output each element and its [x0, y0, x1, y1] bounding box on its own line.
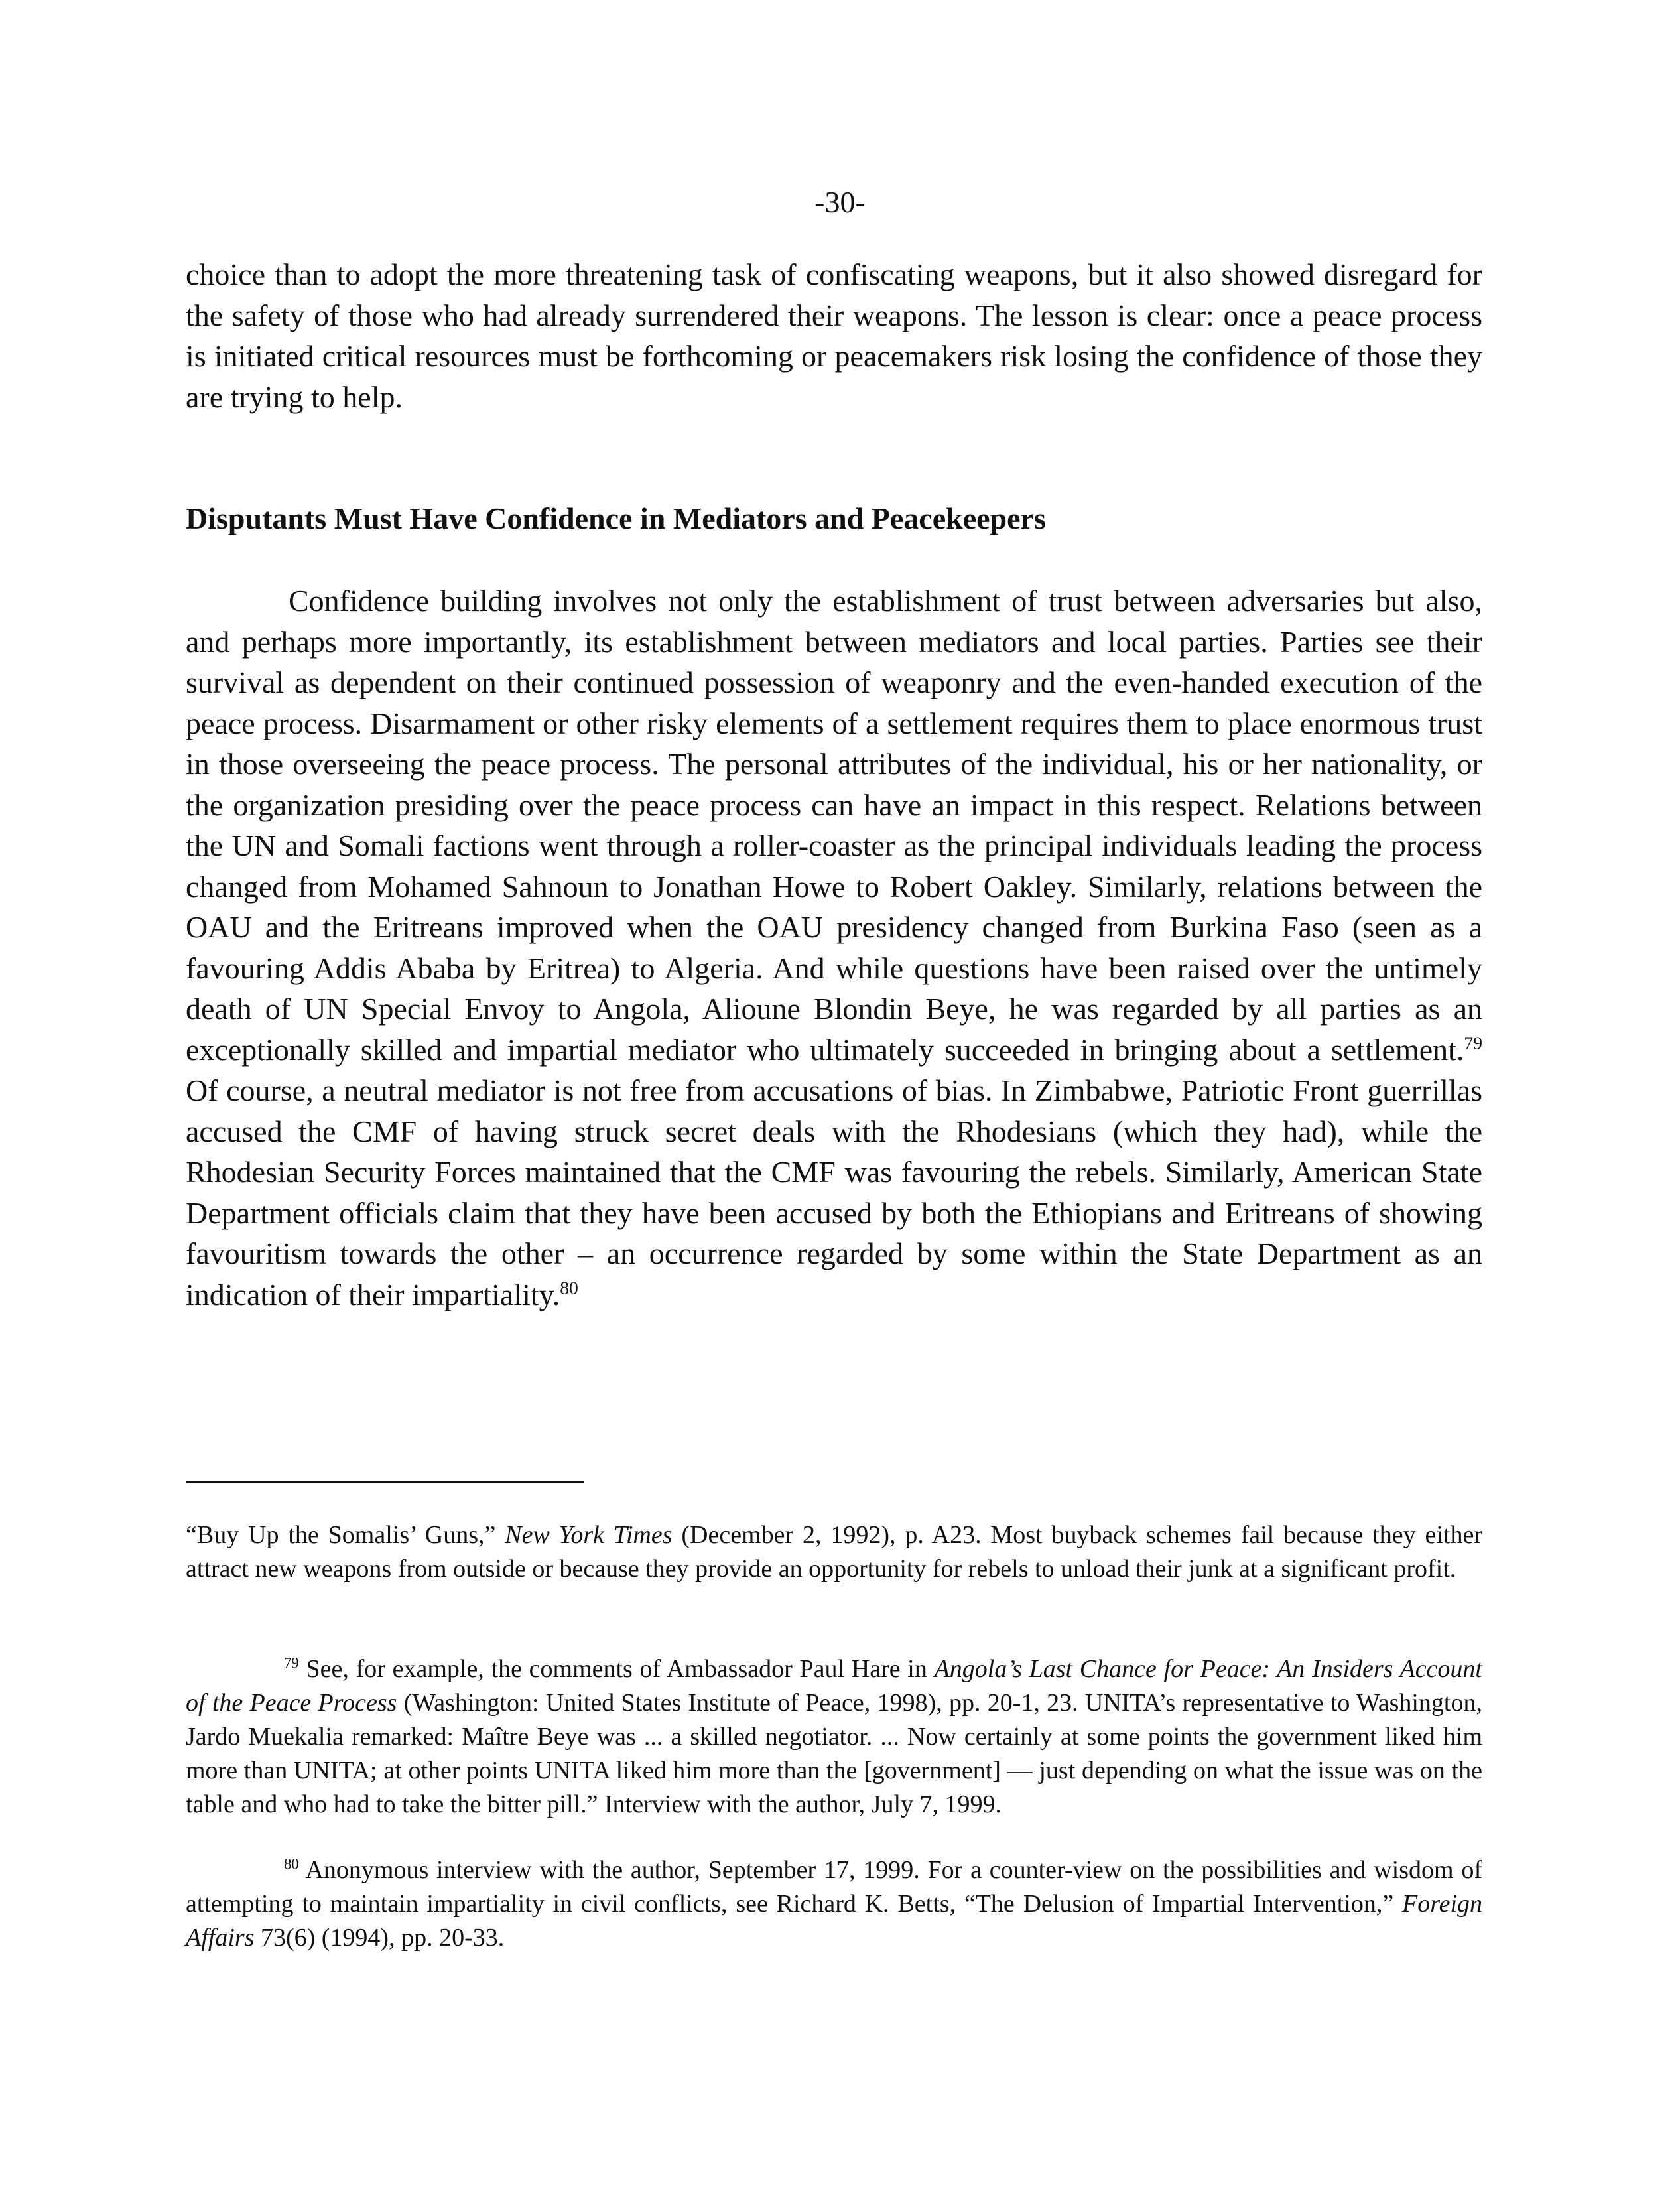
footnote-continued-text-a: “Buy Up the Somalis’ Guns,” — [186, 1521, 505, 1549]
main-paragraph — [186, 580, 1482, 1315]
footnote-79-text-a: See, for example, the comments of Ambassador Paul Hare in — [298, 1655, 935, 1683]
footnote-ref-79: 79 — [1464, 1032, 1482, 1053]
footnote-continued-italic: New York Times — [505, 1521, 673, 1549]
footnote-80-text-b: 73(6) (1994), pp. 20-33. — [254, 1924, 505, 1952]
footnote-79 — [186, 1652, 1482, 1822]
footnote-ref-80: 80 — [560, 1277, 578, 1298]
footnote-continued — [186, 1518, 1482, 1586]
footnote-80-italic: Foreign Affairs — [186, 1890, 1482, 1952]
paragraph-continuation: choice than to adopt the more threatening task of confiscating weapons, but it also showed disregard for the safety of those who had already surrendered their weapons. The lesson is clear: once a peace process is initiated critical resources must be forthcoming or peacemakers risk losing the confidence of those they are trying to help. — [186, 257, 1482, 414]
footnote-80 — [186, 1853, 1482, 1955]
footnote-divider — [186, 1481, 584, 1483]
main-paragraph-text-2: Of course, a neutral mediator is not free from accusations of bias. In Zimbabwe, Patriotic Front guerrillas accused the CMF of having struck secret deals with the Rhodesians (which they had), while the Rhodesian Security Forces maintained that the CMF was favouring the rebels. Similarly, American State Department officials claim that they have been accused by both the Ethiopians and Eritreans of showing favouritism towards the other – an occurrence regarded by some within the State Department as an indication of their impartiality. — [186, 1073, 1482, 1311]
main-paragraph-text-1: Confidence building involves not only the establishment of trust between adversaries but also, and perhaps more importantly, its establishment between mediators and local parties. Parties see their survival as dependent on their continued possession of weaponry and the even-handed execution of the peace process. Disarmament or other risky elements of a settlement requires them to place enormous trust in those overseeing the peace process. The personal attributes of the individual, his or her nationality, or the organization presiding over the peace process can have an impact in this respect. Relations between the UN and Somali factions went through a roller-coaster as the principal individuals leading the process changed from Mohamed Sahnoun to Jonathan Howe to Robert Oakley. Similarly, relations between the OAU and the Eritreans improved when the OAU presidency changed from Burkina Faso (seen as a favouring Addis Ababa by Eritrea) to Algeria. And while questions have been raised over the untimely death of UN Special Envoy to Angola, Alioune Blondin Beye, he was regarded by all parties as an exceptionally skilled and impartial mediator who ultimately succeeded in bringing about a settlement. — [186, 584, 1482, 1067]
footnote-79-marker: 79 — [284, 1654, 299, 1672]
section-heading: Disputants Must Have Confidence in Mediators and Peacekeepers — [186, 502, 1046, 535]
page-number: -30- — [814, 185, 866, 219]
footnote-80-marker: 80 — [284, 1855, 299, 1873]
footnote-79-italic: Angola’s Last Chance for Peace: An Insiders Account of the Peace Process — [186, 1655, 1482, 1717]
footnote-79-text-b: (Washington: United States Institute of Peace, 1998), pp. 20-1, 23. UNITA’s representative to Washington, Jardo Muekalia remarked: Maître Beye was ... a skilled negotiator. ... Now certainly at some points the government liked him more than UNITA; at other points UNITA liked him more than the [government] — just depending on what the issue was on the table and who had to take the bitter pill.” Interview with the author, July 7, 1999. — [186, 1689, 1482, 1818]
footnote-continued-text-b: (December 2, 1992), p. A23. Most buyback schemes fail because they either attract new weapons from outside or because they provide an opportunity for rebels to unload their junk at a significant profit. — [186, 1521, 1482, 1583]
footnote-80-text-a: Anonymous interview with the author, September 17, 1999. For a counter-view on the possibilities and wisdom of attempting to maintain impartiality in civil conflicts, see Richard K. Betts, “The Delusion of Impartial Intervention,” — [186, 1856, 1482, 1918]
